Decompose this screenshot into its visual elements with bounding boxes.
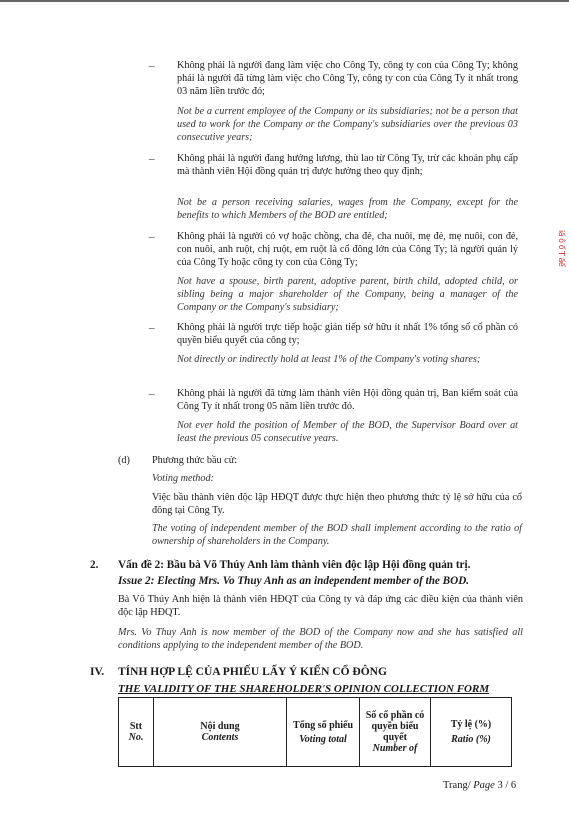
header-vi: Stt: [129, 721, 143, 732]
method-vi-body: Việc bầu thành viên độc lập HĐQT được thực hiện theo phương thức tỷ lệ sở hữu của cổ đông tại Công Ty.: [152, 492, 522, 516]
header-vi: Số cổ phần có quyền biểu quyết: [365, 710, 425, 743]
header-cell-ratio: [431, 698, 512, 767]
header-cell-no: [119, 698, 154, 767]
header-cell-voting-total: [287, 698, 360, 767]
header-en: No.: [128, 732, 144, 743]
header-vi: Tỷ lệ (%): [450, 719, 492, 730]
item-4-vi: Không phải là người trực tiếp hoặc gián tiếp sở hữu ít nhất 1% tổng số cổ phần có quyền biểu quyết của công ty;: [177, 322, 518, 346]
header-cell-voting-shares: [360, 698, 431, 767]
section-4-vi-title: TÍNH HỢP LỆ CỦA PHIẾU LẤY Ý KIẾN CỔ ĐÔNG: [118, 666, 387, 678]
page-footer: [443, 780, 516, 791]
item-5-en: Not ever hold the position of Member of the BOD, the Supervisor Board over at least the previous 05 consecutive years.: [177, 420, 518, 444]
header-en: Ratio (%): [451, 734, 491, 745]
method-en-body: The voting of independent member of the BOD shall implement according to the ratio of ownership of shareholders in the Company.: [152, 523, 522, 547]
red-stamp-fragment: iấ ô ổ T ấể: [557, 230, 566, 267]
header-en: Number of: [372, 743, 418, 754]
issue-2-vi-title: Vấn đề 2: Bầu bà Võ Thúy Anh làm thành viên độc lập Hội đồng quản trị.: [118, 559, 471, 571]
item-3-en: Not have a spouse, birth parent, adoptive parent, birth child, adopted child, or sibling being a major shareholder of the Company, being a manager of the Company or the Company's subsidiary;: [177, 276, 518, 313]
item-3-vi: Không phải là người có vợ hoặc chồng, cha đẻ, cha nuôi, mẹ đẻ, mẹ nuôi, con đẻ, con nuôi, anh ruột, chị ruột, em ruột là cổ đông lớn của Công Ty; là người quản lý của Công Ty hoặc công ty con của Công Ty;: [177, 231, 518, 268]
issue-2-number: 2.: [90, 559, 99, 571]
method-vi-title: Phương thức bầu cử:: [152, 455, 238, 466]
footer-page-number: 3 / 6: [497, 780, 517, 791]
footer-label-en: Page: [473, 780, 495, 791]
method-label: (d): [118, 455, 130, 466]
footer-label: Trang/: [443, 780, 471, 791]
dash-bullet: –: [149, 322, 155, 334]
header-en: Contents: [201, 732, 239, 743]
top-border: [0, 0, 569, 2]
header-cell-contents: [154, 698, 287, 767]
table-header-row: [119, 698, 512, 767]
dash-bullet: –: [149, 388, 155, 400]
header-vi: Nội dung: [200, 721, 240, 732]
dash-bullet: –: [149, 231, 155, 243]
validity-table: [118, 697, 512, 767]
issue-2-vi-body: Bà Võ Thúy Anh hiện là thành viên HĐQT của Công ty và đáp ứng các điều kiện của thành viên độc lập HĐQT.: [118, 594, 523, 618]
issue-2-en-body: Mrs. Vo Thuy Anh is now member of the BOD of the Company now and she has satisfied all conditions applying to the independent member of the BOD.: [118, 627, 523, 651]
item-5-vi: Không phải là người đã từng làm thành viên Hội đồng quản trị, Ban kiểm soát của Công Ty ít nhất trong 05 năm liền trước đó.: [177, 388, 518, 412]
dash-bullet: –: [149, 153, 155, 165]
method-en-title: Voting method:: [152, 473, 214, 484]
issue-2-en-title: Issue 2: Electing Mrs. Vo Thuy Anh as an independent member of the BOD.: [118, 575, 470, 587]
item-2-en: Not be a person receiving salaries, wages from the Company, except for the benefits to which Members of the BOD are entitled;: [177, 197, 518, 221]
item-1-en: Not be a current employee of the Company or its subsidiaries; not be a person that used to work for the Company or the Company's subsidiaries over the previous 03 consecutive years;: [177, 106, 518, 143]
item-2-vi: Không phải là người đang hưởng lương, thù lao từ Công Ty, trừ các khoản phụ cấp mà thành viên Hội đồng quản trị được hưởng theo quy định;: [177, 153, 518, 177]
header-vi: Tổng số phiếu: [292, 719, 354, 731]
dash-bullet: –: [149, 60, 155, 72]
section-4-en-title: THE VALIDITY OF THE SHAREHOLDER'S OPINION COLLECTION FORM: [118, 683, 490, 695]
section-4-number: IV.: [90, 666, 105, 678]
item-4-en: Not directly or indirectly hold at least 1% of the Company's voting shares;: [177, 354, 481, 365]
item-1-vi: Không phải là người đang làm việc cho Công Ty, công ty con của Công Ty; không phải là người đã từng làm việc cho Công Ty, công ty con của Công Ty ít nhất trong 03 năm liền trước đó;: [177, 60, 518, 97]
header-en: Voting total: [299, 733, 347, 745]
